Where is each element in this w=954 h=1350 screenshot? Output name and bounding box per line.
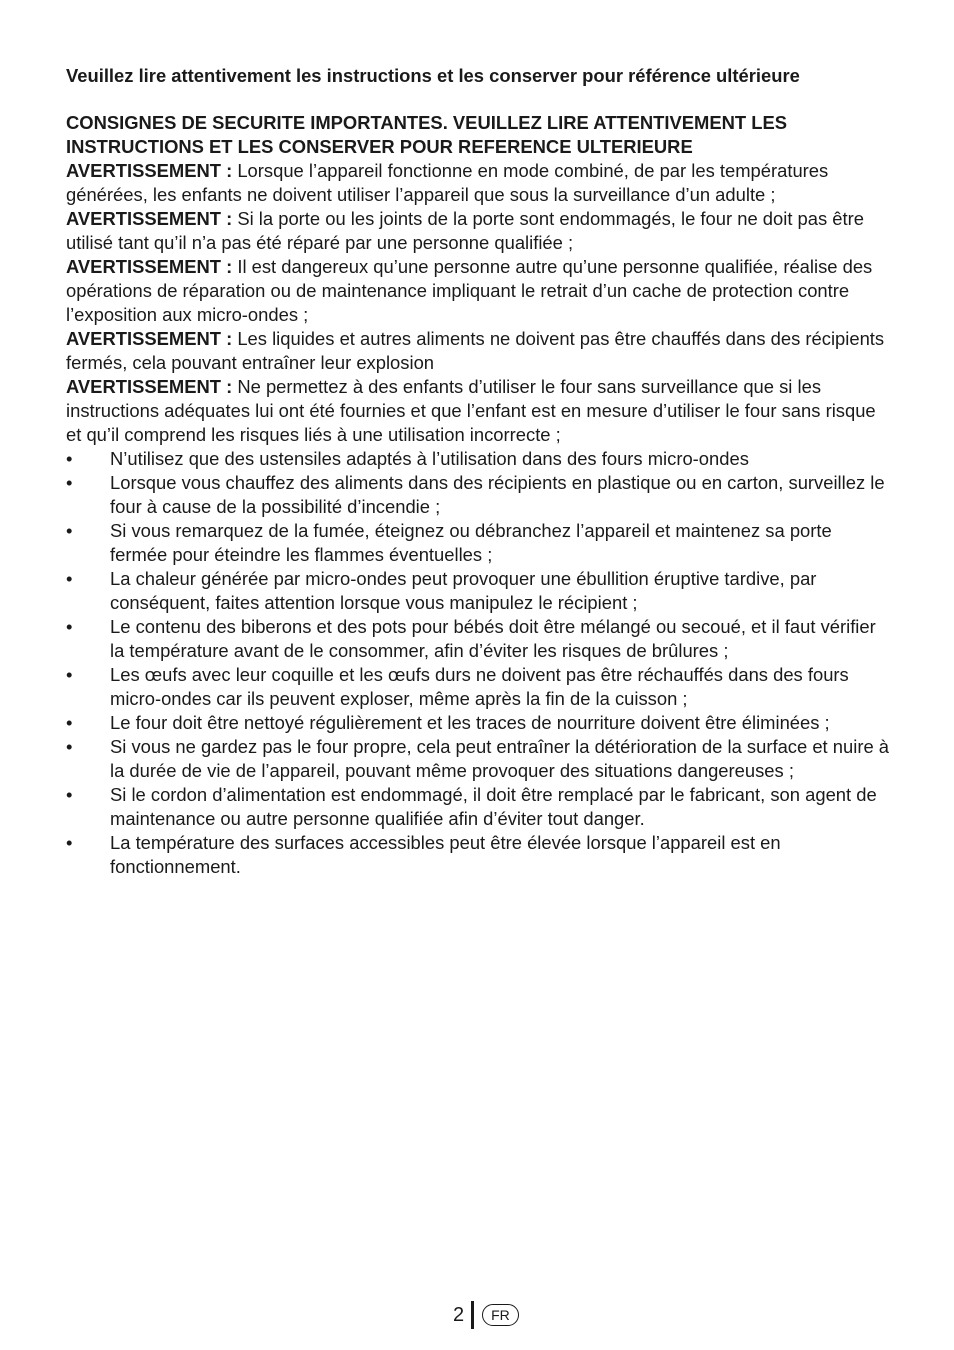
bullet-icon: • xyxy=(66,736,73,757)
warning-label: AVERTISSEMENT : xyxy=(66,256,233,277)
document-page xyxy=(66,64,890,879)
warnings xyxy=(66,159,890,447)
warning-label: AVERTISSEMENT : xyxy=(66,208,233,229)
bullet-icon: • xyxy=(66,712,73,733)
warning-paragraph xyxy=(66,207,890,255)
list-item-text: La chaleur générée par micro-ondes peut provoquer une ébullition éruptive tardive, par conséquent, faites attention lorsque vous manipulez le récipient ; xyxy=(110,568,817,613)
warning-label: AVERTISSEMENT : xyxy=(66,328,233,349)
page-footer xyxy=(453,1300,519,1330)
language-badge: FR xyxy=(482,1304,519,1326)
bullet-icon: • xyxy=(66,832,73,853)
warning-paragraph xyxy=(66,255,890,327)
list-item-text: La température des surfaces accessibles peut être élevée lorsque l’appareil est en fonctionnement. xyxy=(110,832,781,877)
intro-line: Veuillez lire attentivement les instructions et les conserver pour référence ultérieure xyxy=(66,65,800,86)
bullet-icon: • xyxy=(66,664,73,685)
warning-label: AVERTISSEMENT : xyxy=(66,160,233,181)
list-item xyxy=(66,663,890,711)
bullet-icon: • xyxy=(66,616,73,637)
bullet-icon: • xyxy=(66,448,73,469)
warning-text: Si la porte ou les joints de la porte sont endommagés, le four ne doit pas être utilisé tant qu’il n’a pas été réparé par une personne qualifiée ; xyxy=(66,208,865,253)
list-item-text: Si vous ne gardez pas le four propre, cela peut entraîner la détérioration de la surface et nuire à la durée de vie de l’appareil, pouvant même provoquer des situations dangereuses ; xyxy=(110,736,890,781)
safety-heading: CONSIGNES DE SECURITE IMPORTANTES. VEUILLEZ LIRE ATTENTIVEMENT LES INSTRUCTIONS ET LES CONSERVER POUR REFERENCE ULTERIEURE xyxy=(66,112,788,157)
list-item-text: Lorsque vous chauffez des aliments dans des récipients en plastique ou en carton, surveillez le four à cause de la possibilité d’incendie ; xyxy=(110,472,885,517)
bullet-icon: • xyxy=(66,568,73,589)
list-item xyxy=(66,447,890,471)
page-number: 2 xyxy=(453,1304,465,1326)
list-item xyxy=(66,471,890,519)
bullet-icon: • xyxy=(66,520,73,541)
list-item xyxy=(66,615,890,663)
warning-paragraph xyxy=(66,375,890,447)
list-item xyxy=(66,711,890,735)
list-item xyxy=(66,831,890,879)
warning-text: Ne permettez à des enfants d’utiliser le four sans surveillance que si les instructions adéquates lui ont été fournies et que l’enfant est en mesure d’utiliser le four sans risque et qu’il comprend les risques liés à une utilisation incorrecte ; xyxy=(66,376,876,445)
list-item-text: Le four doit être nettoyé régulièrement et les traces de nourriture doivent être éliminées ; xyxy=(110,712,830,733)
bullet-icon: • xyxy=(66,784,73,805)
list-item xyxy=(66,567,890,615)
footer-divider xyxy=(471,1301,474,1329)
safety-bullet-list xyxy=(66,447,890,879)
list-item-text: Les œufs avec leur coquille et les œufs durs ne doivent pas être réchauffés dans des fours micro-ondes car ils peuvent exploser, même après la fin de la cuisson ; xyxy=(110,664,849,709)
list-item-text: Si vous remarquez de la fumée, éteignez ou débranchez l’appareil et maintenez sa porte fermée pour éteindre les flammes éventuelles ; xyxy=(110,520,832,565)
list-item-text: Le contenu des biberons et des pots pour bébés doit être mélangé ou secoué, et il faut vérifier la température avant de le consommer, afin d’éviter les risques de brûlures ; xyxy=(110,616,876,661)
bullet-icon: • xyxy=(66,472,73,493)
list-item xyxy=(66,519,890,567)
warning-text: Il est dangereux qu’une personne autre qu’une personne qualifiée, réalise des opérations de réparation ou de maintenance impliquant le retrait d’un cache de protection contre l’exposition aux micro-ondes ; xyxy=(66,256,873,325)
list-item-text: Si le cordon d’alimentation est endommagé, il doit être remplacé par le fabricant, son agent de maintenance ou autre personne qualifiée afin d’éviter tout danger. xyxy=(110,784,877,829)
list-item xyxy=(66,783,890,831)
list-item-text: N’utilisez que des ustensiles adaptés à l’utilisation dans des fours micro-ondes xyxy=(110,448,749,469)
warning-text: Les liquides et autres aliments ne doivent pas être chauffés dans des récipients fermés, cela pouvant entraîner leur explosion xyxy=(66,328,885,373)
list-item xyxy=(66,735,890,783)
warning-text: Lorsque l’appareil fonctionne en mode combiné, de par les températures générées, les enfants ne doivent utiliser l’appareil que sous la surveillance d’un adulte ; xyxy=(66,160,829,205)
warning-paragraph xyxy=(66,159,890,207)
warning-paragraph xyxy=(66,327,890,375)
warning-label: AVERTISSEMENT : xyxy=(66,376,233,397)
